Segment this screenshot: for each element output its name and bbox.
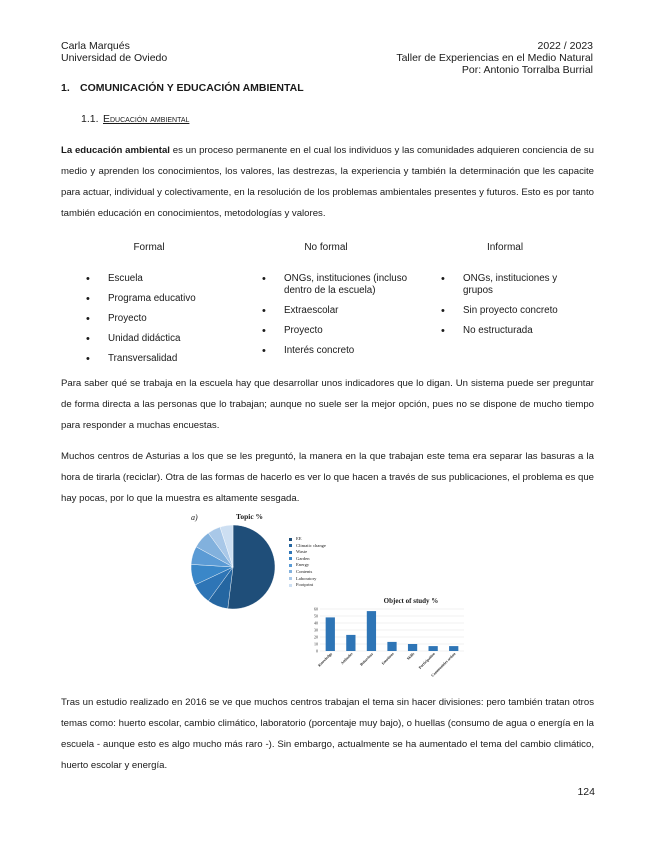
legend-label: Laboratory bbox=[296, 575, 317, 581]
page-number: 124 bbox=[577, 786, 595, 798]
pie-slice-ee bbox=[228, 525, 275, 609]
y-tick-label: 60 bbox=[314, 606, 318, 612]
y-tick-label: 20 bbox=[314, 634, 318, 640]
no-formal-list bbox=[262, 273, 427, 357]
legend-swatch bbox=[289, 570, 292, 573]
section-number: 1. bbox=[61, 82, 70, 94]
x-tick-label: Emotions bbox=[380, 651, 395, 666]
paragraph-asturias: Muchos centros de Asturias a los que se les preguntó, la manera en la que trabajan este tema era separar las basuras a la hora de tirarla (reciclar). Otra de las formas de hacerlo es ver lo que hacen a través de sus publicaciones, el problema es que hay pocas, por lo que la muestra es altamente sesgada. bbox=[61, 451, 594, 504]
x-tick-label: Behaviour bbox=[359, 651, 375, 667]
list-item: • Escuela bbox=[86, 273, 226, 285]
y-tick-label: 0 bbox=[316, 648, 318, 654]
y-tick-label: 30 bbox=[314, 627, 318, 633]
header-university: Universidad de Oviedo bbox=[61, 52, 168, 64]
list-item: • Sin proyecto concreto bbox=[441, 305, 576, 317]
column-title-informal: Informal bbox=[486, 242, 524, 253]
legend-swatch bbox=[289, 564, 292, 567]
list-item: • ONGs, instituciones y grupos bbox=[441, 273, 576, 297]
bar-attitudes bbox=[346, 635, 355, 651]
bar-title: Object of study % bbox=[383, 597, 439, 605]
list-item: • Proyecto bbox=[262, 325, 427, 337]
header-teacher: Por: Antonio Torralba Burrial bbox=[461, 64, 593, 76]
column-title-formal: Formal bbox=[133, 242, 165, 253]
pie-title: Topic % bbox=[236, 512, 264, 521]
bar-communities-action bbox=[449, 646, 458, 651]
x-tick-label: Knowledge bbox=[317, 651, 333, 668]
header-year: 2022 / 2023 bbox=[537, 40, 593, 52]
x-tick-label: Communities action bbox=[430, 651, 457, 678]
intro-paragraph bbox=[61, 140, 594, 224]
list-item: • Unidad didáctica bbox=[86, 333, 226, 345]
legend-swatch bbox=[289, 584, 292, 587]
y-tick-label: 10 bbox=[314, 641, 318, 647]
bar-skills bbox=[408, 644, 417, 651]
bar-emotions bbox=[387, 642, 396, 651]
bar-participation bbox=[429, 646, 438, 651]
legend-label: Contents bbox=[296, 568, 313, 574]
list-item: • No estructurada bbox=[441, 325, 576, 337]
x-tick-label: Participation bbox=[417, 651, 436, 670]
header-author: Carla Marqués bbox=[61, 40, 130, 52]
section-title: COMUNICACIÓN Y EDUCACIÓN AMBIENTAL bbox=[80, 82, 304, 94]
list-item: • Extraescolar bbox=[262, 305, 427, 317]
bar-behaviour bbox=[367, 611, 376, 651]
y-tick-label: 50 bbox=[314, 613, 318, 619]
y-tick-label: 40 bbox=[314, 620, 318, 626]
pie-legend-item bbox=[289, 536, 349, 543]
pie-legend-item bbox=[289, 569, 349, 576]
x-tick-label: Skills bbox=[406, 651, 416, 661]
pie-legend-item bbox=[289, 562, 349, 569]
pie-panel-label: a) bbox=[191, 513, 198, 522]
paragraph-indicators: Para saber qué se trabaja en la escuela hay que desarrollar unos indicadores que lo digan. Un sistema puede ser preguntar de forma directa a las personas que lo trabajan; aunque no suele ser la mejor opción, pues no se dispone de mucho tiempo para responder a muchas encuestas. bbox=[61, 378, 594, 431]
bar-knowledge bbox=[326, 617, 335, 651]
legend-swatch bbox=[289, 577, 292, 580]
list-item: • Proyecto bbox=[86, 313, 226, 325]
column-title-no-formal: No formal bbox=[304, 242, 348, 253]
list-item: • Programa educativo bbox=[86, 293, 226, 305]
legend-label: EE bbox=[296, 536, 302, 541]
header-course: Taller de Experiencias en el Medio Natural bbox=[396, 52, 593, 64]
legend-swatch bbox=[289, 551, 292, 554]
legend-label: Garden bbox=[296, 555, 310, 561]
legend-swatch bbox=[289, 557, 292, 560]
list-item: • Interés concreto bbox=[262, 345, 427, 357]
subsection-title: Educación ambiental bbox=[103, 113, 190, 125]
intro-bold: La educación ambiental bbox=[61, 145, 170, 156]
legend-label: Climatic change bbox=[296, 542, 326, 548]
list-item: • Transversalidad bbox=[86, 353, 226, 365]
bar-chart bbox=[304, 605, 469, 683]
paragraph-study-2016: Tras un estudio realizado en 2016 se ve que muchos centros trabajan el tema sin hacer divisiones: pero también tratan otros temas como: huerto escolar, cambio climático, laboratorio (porcentaje muy bajo), o huellas (consumo de agua o energía en la escuela - aunque esto es algo mucho más raro -). Sin embargo, actualmente se ha aumentado el tema del cambio climático, huerto escolar y energía. bbox=[61, 697, 594, 771]
pie-chart bbox=[188, 521, 278, 616]
pie-legend-item bbox=[289, 556, 349, 563]
pie-legend-item bbox=[289, 549, 349, 556]
pie-legend-item bbox=[289, 576, 349, 583]
legend-swatch bbox=[289, 538, 292, 541]
legend-label: Waste bbox=[296, 549, 308, 555]
legend-label: Footprint bbox=[296, 582, 314, 588]
legend-label: Energy bbox=[296, 562, 310, 568]
pie-legend-item bbox=[289, 543, 349, 550]
pie-legend-item bbox=[289, 582, 349, 589]
formal-list bbox=[86, 273, 226, 365]
legend-swatch bbox=[289, 544, 292, 547]
pie-legend bbox=[289, 536, 349, 589]
intro-text: es un proceso permanente en el cual los individuos y las comunidades adquieren conciencia de su medio y aprenden los conocimientos, los valores, las destrezas, la experiencia y también la determinación que les capacite para actuar, individual y colectivamente, en la resolución de los problemas ambientales presentes y futuros. Esto es por tanto también educación en conocimientos, metodologías y valores. bbox=[61, 145, 594, 219]
subsection-number: 1.1. bbox=[81, 113, 99, 125]
informal-list bbox=[441, 273, 576, 337]
x-tick-label: Attitudes bbox=[340, 651, 354, 666]
list-item: • ONGs, instituciones (incluso dentro de la escuela) bbox=[262, 273, 427, 297]
